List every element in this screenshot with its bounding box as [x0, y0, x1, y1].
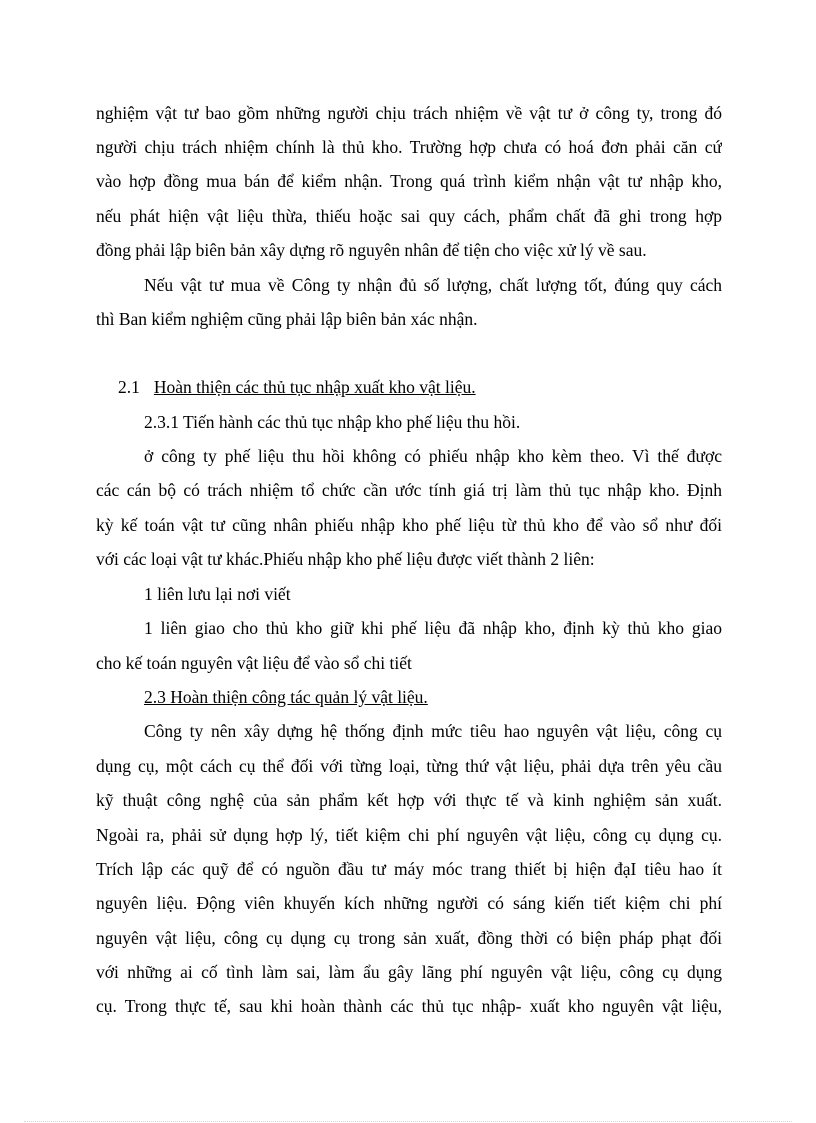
- section-heading-2-1: [118, 375, 618, 399]
- paragraph-line: với những ai cố tình làm sai, làm ẩu gây lãng phí nguyên vật liệu, công cụ dụng: [96, 962, 722, 982]
- paragraph-line: nguyên vật liệu, công cụ dụng cụ trong sản xuất, đồng thời có biện pháp phạt đối: [96, 928, 722, 948]
- paragraph-line: nghiệm vật tư bao gồm những người chịu trách nhiệm về vật tư ở công ty, trong đó: [96, 103, 722, 123]
- heading-title: Hoàn thiện các thủ tục nhập xuất kho vật liệu.: [153, 377, 476, 397]
- paragraph-line: cho kế toán nguyên vật liệu để vào sổ chi tiết: [96, 653, 412, 673]
- section-heading-2-3: 2.3 Hoàn thiện công tác quản lý vật liệu.: [144, 687, 428, 707]
- paragraph-line: kỳ kế toán vật tư cũng nhân phiếu nhập kho phế liệu từ thủ kho để vào sổ như đối: [96, 515, 722, 535]
- paragraph-line: người chịu trách nhiệm chính là thủ kho. Trường hợp chưa có hoá đơn phải căn cứ: [96, 137, 722, 157]
- paragraph-line: Ngoài ra, phải sử dụng hợp lý, tiết kiệm chi phí nguyên vật liệu, công cụ dụng cụ.: [96, 825, 722, 845]
- paragraph-line: nguyên liệu. Động viên khuyến kích những người có sáng kiến tiết kiệm chi phí: [96, 893, 722, 913]
- paragraph-line: vào hợp đồng mua bán để kiểm nhận. Trong quá trình kiểm nhận vật tư nhập kho,: [96, 171, 722, 191]
- list-item-lien-2: 1 liên giao cho thủ kho giữ khi phế liệu đã nhập kho, định kỳ thủ kho giao: [144, 618, 722, 638]
- paragraph-line: các cán bộ có trách nhiệm tổ chức cần ước tính giá trị làm thủ tục nhập kho. Định: [96, 480, 722, 500]
- page-bottom-border: [24, 1121, 792, 1122]
- paragraph-line: Trích lập các quỹ để có nguồn đầu tư máy móc trang thiết bị hiện đạI tiêu hao ít: [96, 859, 722, 879]
- paragraph-line: đồng phải lập biên bản xây dựng rõ nguyên nhân để tiện cho việc xử lý về sau.: [96, 240, 647, 260]
- paragraph-line: thì Ban kiểm nghiệm cũng phải lập biên bản xác nhận.: [96, 309, 478, 329]
- heading-number: 2.1: [118, 377, 140, 397]
- paragraph-line: cụ. Trong thực tế, sau khi hoàn thành các thủ tục nhập- xuất kho nguyên vật liệu,: [96, 996, 722, 1016]
- paragraph-line: với các loại vật tư khác.Phiếu nhập kho phế liệu được viết thành 2 liên:: [96, 549, 595, 569]
- paragraph-line: dụng cụ, một cách cụ thể đối với từng loại, từng thứ vật liệu, phải dựa trên yêu cầu: [96, 756, 722, 776]
- paragraph-line: Nếu vật tư mua về Công ty nhận đủ số lượng, chất lượng tốt, đúng quy cách: [144, 275, 722, 295]
- list-item-lien-1: 1 liên lưu lại nơi viết: [144, 584, 291, 604]
- paragraph-line: kỹ thuật công nghệ của sản phẩm kết hợp với thực tế và kinh nghiệm sản xuất.: [96, 790, 722, 810]
- subsection-heading-2-3-1: 2.3.1 Tiến hành các thủ tục nhập kho phế liệu thu hồi.: [144, 412, 521, 432]
- paragraph-line: nếu phát hiện vật liệu thừa, thiếu hoặc sai quy cách, phẩm chất đã ghi trong hợp: [96, 206, 722, 226]
- paragraph-line: Công ty nên xây dựng hệ thống định mức tiêu hao nguyên vật liệu, công cụ: [144, 721, 722, 741]
- paragraph-line: ở công ty phế liệu thu hồi không có phiếu nhập kho kèm theo. Vì thế được: [144, 446, 722, 466]
